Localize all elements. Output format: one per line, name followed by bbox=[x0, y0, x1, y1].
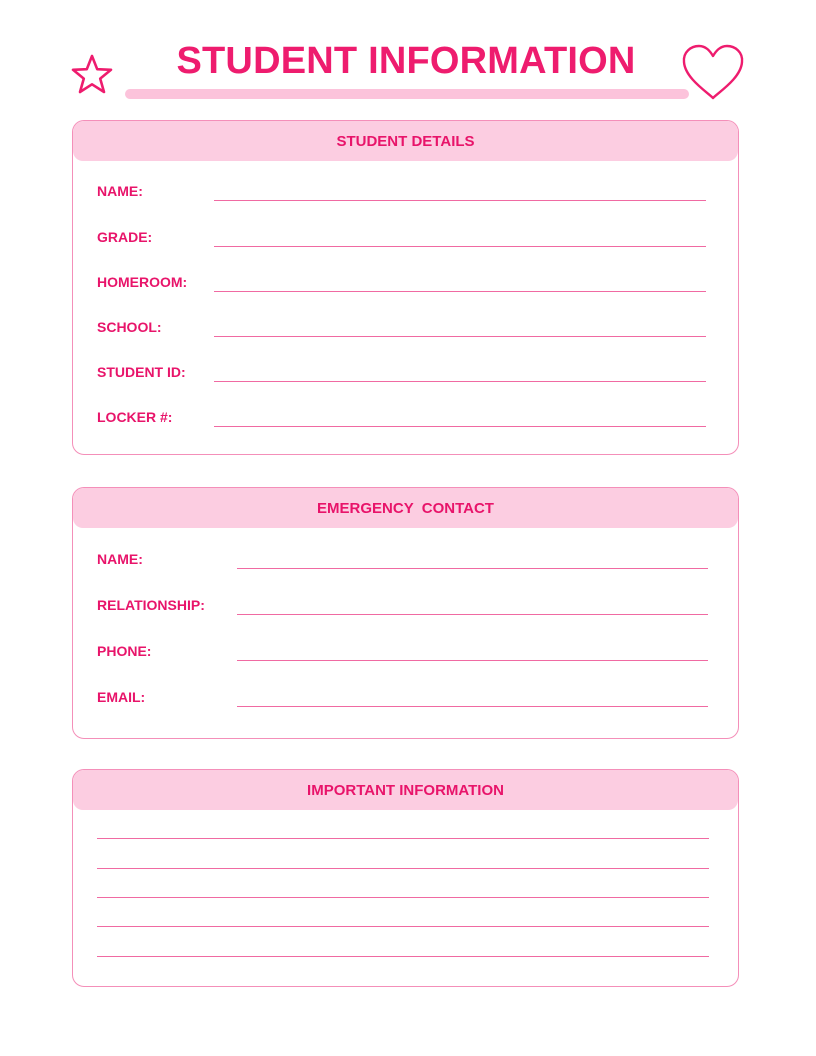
write-line[interactable] bbox=[214, 426, 706, 427]
write-line[interactable] bbox=[237, 568, 708, 569]
field-label: EMAIL: bbox=[97, 689, 146, 705]
field-label: NAME: bbox=[97, 183, 143, 199]
student-details-section bbox=[72, 120, 739, 455]
relationship-field[interactable] bbox=[73, 596, 738, 620]
student-details-header: STUDENT DETAILS bbox=[73, 121, 738, 161]
write-line[interactable] bbox=[237, 706, 708, 707]
emergency-contact-section bbox=[72, 487, 739, 739]
locker-field[interactable] bbox=[73, 408, 738, 432]
contact-name-field[interactable] bbox=[73, 550, 738, 574]
write-line[interactable] bbox=[237, 614, 708, 615]
write-line[interactable] bbox=[214, 381, 706, 382]
note-line[interactable] bbox=[97, 838, 709, 839]
field-label: NAME: bbox=[97, 551, 143, 567]
write-line[interactable] bbox=[237, 660, 708, 661]
note-line[interactable] bbox=[97, 956, 709, 957]
field-label: GRADE: bbox=[97, 229, 153, 245]
field-label: HOMEROOM: bbox=[97, 274, 188, 290]
write-line[interactable] bbox=[214, 336, 706, 337]
student-id-field[interactable] bbox=[73, 363, 738, 387]
emergency-contact-header: EMERGENCY CONTACT bbox=[73, 488, 738, 528]
write-line[interactable] bbox=[214, 291, 706, 292]
note-line[interactable] bbox=[97, 897, 709, 898]
field-label: PHONE: bbox=[97, 643, 152, 659]
student-name-field[interactable] bbox=[73, 182, 738, 206]
field-label: LOCKER #: bbox=[97, 409, 173, 425]
school-field[interactable] bbox=[73, 318, 738, 342]
phone-field[interactable] bbox=[73, 642, 738, 666]
email-field[interactable] bbox=[73, 688, 738, 712]
field-label: STUDENT ID: bbox=[97, 364, 186, 380]
star-icon bbox=[70, 53, 114, 95]
heart-icon bbox=[681, 44, 745, 102]
title-underline-bar bbox=[125, 89, 689, 99]
important-information-section bbox=[72, 769, 739, 987]
grade-field[interactable] bbox=[73, 228, 738, 252]
note-line[interactable] bbox=[97, 868, 709, 869]
write-line[interactable] bbox=[214, 200, 706, 201]
write-line[interactable] bbox=[214, 246, 706, 247]
homeroom-field[interactable] bbox=[73, 273, 738, 297]
field-label: RELATIONSHIP: bbox=[97, 597, 205, 613]
page-title: STUDENT INFORMATION bbox=[176, 40, 636, 82]
important-information-header: IMPORTANT INFORMATION bbox=[73, 770, 738, 810]
note-line[interactable] bbox=[97, 926, 709, 927]
field-label: SCHOOL: bbox=[97, 319, 162, 335]
